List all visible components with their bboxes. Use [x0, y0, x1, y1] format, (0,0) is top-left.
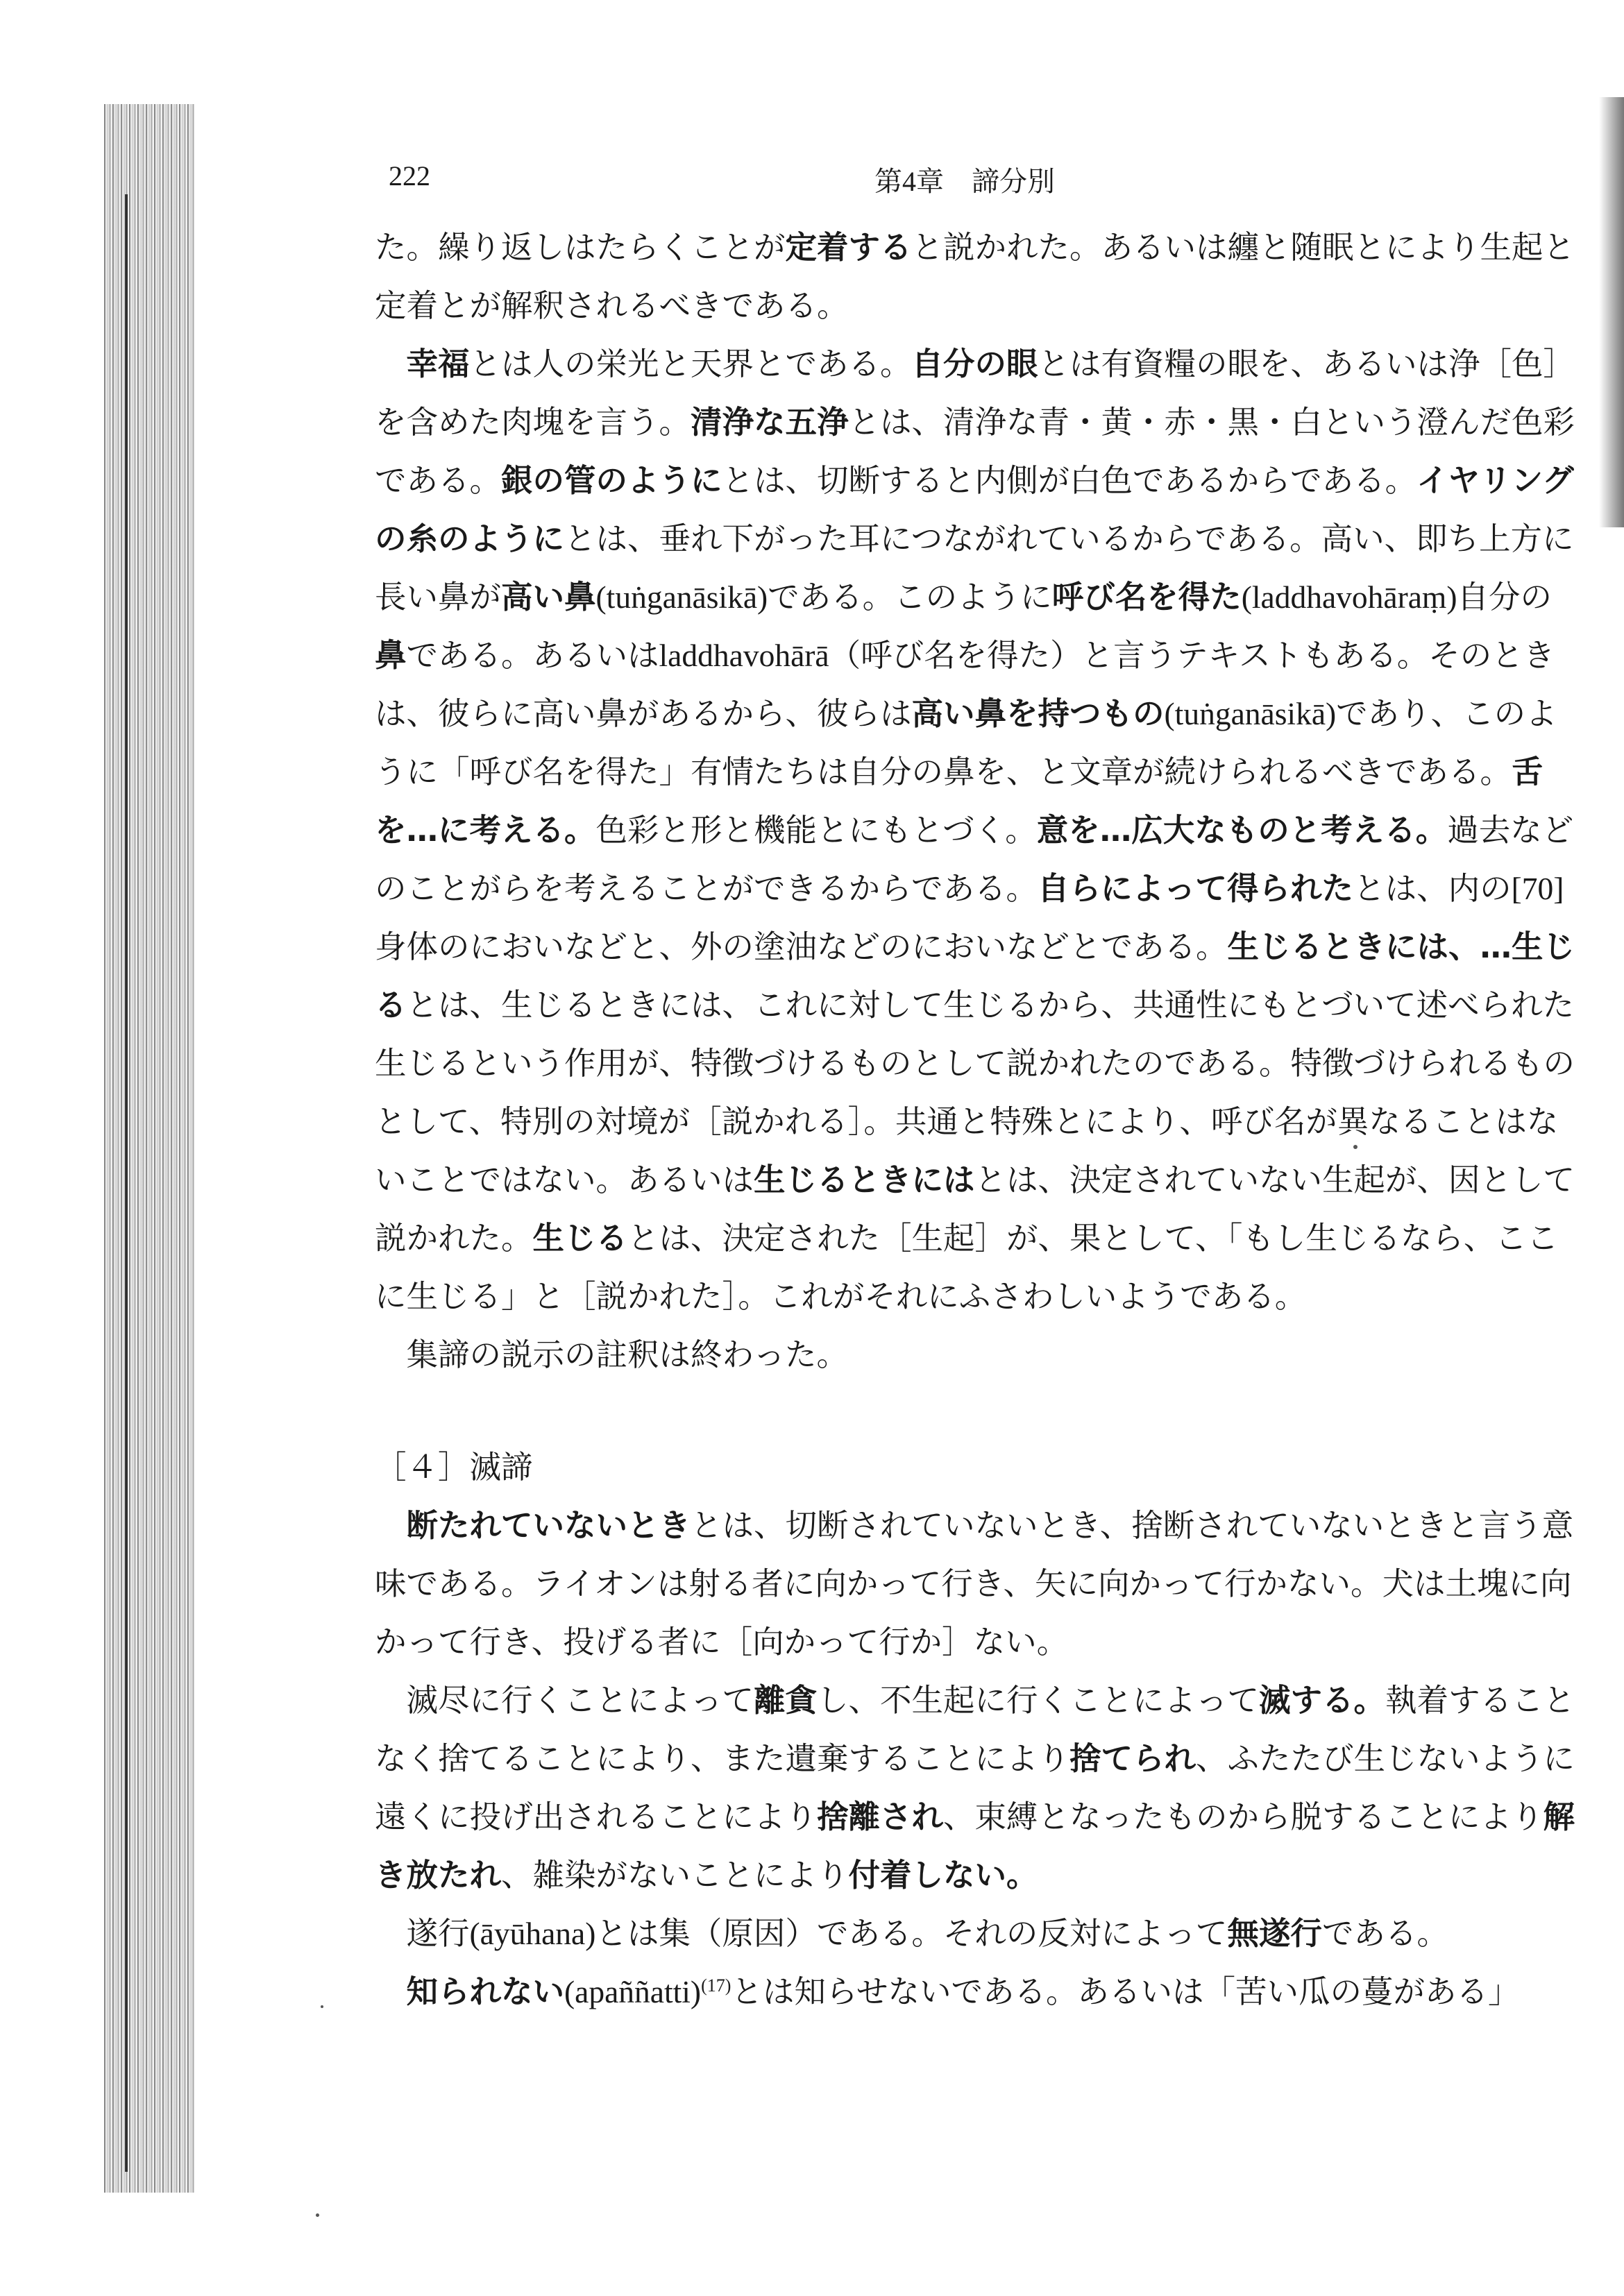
paragraph-conclusion: 集諦の説示の註釈は終わった。: [406, 1336, 849, 1373]
scan-speck: [316, 2213, 319, 2217]
page-edge-shadow: [1599, 97, 1624, 527]
page-number: 222: [389, 160, 430, 192]
paragraph-not-cut: 断たれていないときとは、切断されていないとき、捨断されていないときと言う意味である。ライオンは射る者に向かって行き、矢に向かって行かない。犬は土塊に向かって行き、投げる者に［向かって行か］ない。: [375, 1507, 1574, 1660]
page-header: [389, 154, 1568, 203]
scan-speck: [321, 2005, 323, 2008]
binding-gutter-scan: [104, 104, 194, 2193]
paragraph-apannatti: 知られない(apaññatti)$^{(17)}$とは知らせないである。あるいは「苦い瓜の蔓がある」: [406, 1973, 1520, 2010]
paragraph-dispassion: 滅尽に行くことによって離貪し、不生起に行くことによって滅する。執着することなく捨てることにより、また遺棄することにより捨てられ、ふたたび生じないように遠くに投げ出されることにより捨離され、束縛となったものから脱することにより解き放たれ、雑染がないことにより付着しない。: [375, 1682, 1575, 1894]
binding-gutter-line: [125, 194, 128, 2172]
paragraph-ayuhana: 遂行(āyūhana)とは集（原因）である。それの反対によって無遂行である。: [406, 1915, 1448, 1952]
chapter-title: 第4章 諦分別: [874, 166, 1055, 197]
body-text: [375, 219, 1582, 2021]
paragraph-commentary: 幸福とは人の栄光と天界とである。自分の眼とは有資糧の眼を、あるいは浄［色］を含めた肉塊を言う。清浄な五浄とは、清浄な青・黄・赤・黒・白という澄んだ色彩である。銀の管のようにとは、切断すると内側が白色であるからである。イヤリングの糸のようにとは、垂れ下がった耳につながれているからである。高い、即ち上方に長い鼻が高い鼻(tuṅganāsikā)である。このように呼び名を得た(laddhavohāraṃ)自分の鼻である。あるいはladdhavohārā（呼び名を得た）と言うテキストもある。そのときは、彼らに高い鼻があるから、彼らは高い鼻を持つもの(tuṅganāsikā)であり、このように「呼び名を得た」有情たちは自分の鼻を、と文章が続けられるべきである。舌を…に考える。色彩と形と機能とにもとづく。意を…広大なものと考える。過去などのことがらを考えることができるからである。自らによって得られたとは、内の[70]身体のにおいなどと、外の塗油などのにおいなどとである。生じるときには、…生じるとは、生じるときには、これに対して生じるから、共通性にもとづいて述べられた生じるという作用が、特徴づけるものとして説かれたのである。特徴づけられるものとして、特別の対境が［説かれる］。共通と特殊とにより、呼び名が異なることはないことではない。あるいは生じるときにはとは、決定されていない生起が、因として説かれた。生じるとは、決定された［生起］が、果として、「もし生じるなら、ここに生じる」と［説かれた］。これがそれにふさわしいようである。: [375, 346, 1575, 1315]
paragraph-continued: た。繰り返しはたらくことが定着すると説かれた。あるいは纏と随眠とにより生起と定着とが解釈されるべきである。: [375, 229, 1575, 324]
footnote-marker[interactable]: (17): [701, 1975, 731, 1996]
section-heading: ［４］滅諦: [375, 1449, 533, 1486]
